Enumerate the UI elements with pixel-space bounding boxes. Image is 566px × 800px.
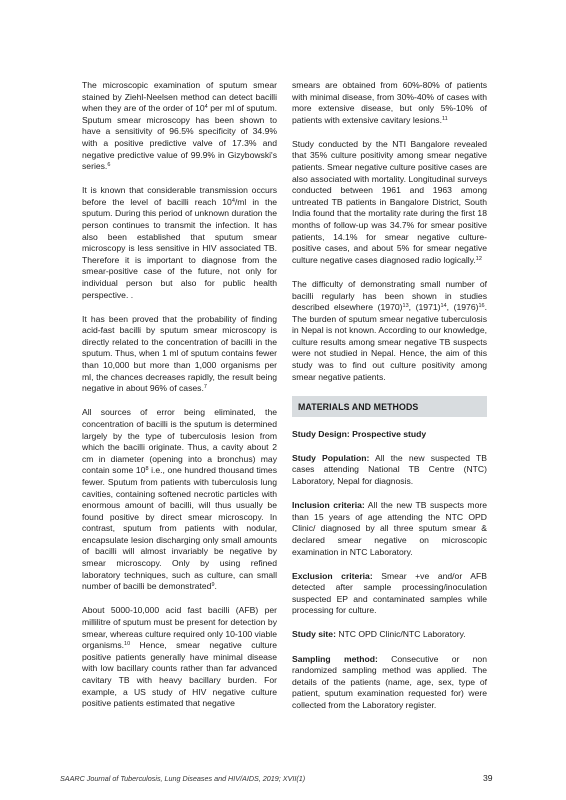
citation-ref: 6	[107, 162, 111, 169]
text: , (1971)	[408, 302, 441, 313]
label: Study site:	[292, 629, 336, 640]
paragraph	[292, 500, 487, 558]
paragraph	[292, 654, 487, 712]
label: Study Population:	[292, 452, 370, 463]
text: Smear +ve and/or AFB detected after sample processing/inoculation suspected EP and contaminated samples while processing for culture.	[292, 570, 487, 616]
paragraph	[82, 407, 277, 593]
citation-ref: 11	[441, 115, 448, 122]
text: All the new suspected TB cases attending National TB Centre (NTC) Laboratory, Nepal for diagnosis.	[292, 452, 487, 487]
text: The microscopic examination of sputum smear stained by Ziehl-Neelsen method can detect bacilli when they are of the order of 10	[82, 80, 277, 114]
text: NTC OPD Clinic/NTC Laboratory.	[335, 629, 466, 640]
citation-ref: 14	[440, 303, 447, 310]
citation-ref: 16	[478, 303, 485, 310]
text: Study conducted by the NTI Bangalore revealed that 35% culture positivity among smear negative patients. Smear negative culture positive cases are also associated with mortality. Longitudinal surveys conducted between 1961 and 1963 among untreated TB patients in Bangalore District, South India found that the mortality rate during the first 18 months of follow-up was 34.7% for smear positive patients, 14.1% for smear negative culture- positive cases, and about 5% for smear negative culture negative cases diagnosed radio logically.	[292, 138, 487, 265]
label: Sampling method:	[292, 653, 378, 664]
text: It is known that considerable transmission occurs before the level of bacilli reach 10	[82, 185, 277, 207]
paragraph	[82, 605, 277, 709]
paragraph	[82, 314, 277, 395]
section-heading: MATERIALS AND METHODS	[292, 396, 487, 417]
paragraph	[292, 80, 487, 126]
label: Inclusion criteria:	[292, 500, 365, 511]
superscript: 8	[145, 466, 149, 473]
citation-ref: 10	[124, 641, 131, 648]
citation-ref: 13	[402, 303, 409, 310]
citation-ref: 12	[475, 255, 482, 262]
paragraph	[292, 453, 487, 488]
citation-ref: 7	[203, 384, 207, 391]
journal-footer: SAARC Journal of Tuberculosis, Lung Diseases and HIV/AIDS, 2019; XVII(1)	[60, 774, 306, 783]
paragraph	[292, 571, 487, 617]
text: Hence, smear negative culture positive patients generally have minimal disease with low bacillary counts rather than far advanced cavitary TB with heavy bacillary burden. For example, a US study of HIV negative culture positive patients estimated that negative	[82, 640, 277, 709]
superscript: 4	[204, 104, 208, 111]
text: .	[214, 581, 217, 592]
text: About 5000-10,000 acid fast bacilli (AFB) per millilitre of sputum must be present for detection by smear, whereas culture required only 10-100 viable organisms.	[82, 605, 277, 651]
study-design-heading: Study Design: Prospective study	[292, 428, 427, 439]
label: Exclusion criteria:	[292, 570, 373, 581]
paragraph	[82, 185, 277, 301]
text: The difficulty of demonstrating small number of bacilli regularly has been shown in studies described elsewhere (1970)	[292, 278, 487, 313]
text: It has been proved that the probability of finding acid-fast bacilli by sputum smear microscopy is directly related to the concentration of bacilli in the sputum. Thus, when 1 ml of sputum contains fewer than 10,000 but more than 1,000 organisms per ml, the chances decreases rapidly, the result being negative in about 96% of cases.	[82, 313, 277, 394]
text: per ml of sputum. Sputum smear microscopy has been shown to have a sensitivity of 96.5% specificity of 34.9% with a positive predictive valve of 17.3% and negative predictive value of 99.9% in Gizybowski's series.	[82, 103, 277, 172]
paragraph	[82, 80, 277, 173]
citation-ref: 9	[211, 582, 215, 589]
paragraph	[292, 279, 487, 383]
text: smears are obtained from 60%-80% of patients with minimal disease, from 30%-40% of cases with more extensive disease, but only 5%-10% of patients with extensive cavitary lesions.	[292, 80, 487, 125]
right-column	[292, 80, 487, 724]
page-number: 39	[483, 773, 493, 783]
text: /ml in the sputum. During this period of unknown duration the person continues to transmit the infection. It has also been established that sputum smear microscopy is less sensitive in HIV associated TB. Therefore it is important to diagnose from the smear-positive case of the future, not only for individual person but also for public health perspective. .	[82, 196, 277, 300]
text: i.e., one hundred thousand times fewer. Sputum from patients with tuberculosis lung cavities, containing softened necrotic particles with enormous amount of bacilli, will thus usually be found positive by direct smear microscopy. In contrast, sputum from patients with nodular, encapsulate lesion discharging only small amounts of bacilli will almost invariably be negative by smear microscopy. Only by using refined laboratory techniques, such as culture, can small number of bacilli be demonstrated	[82, 465, 277, 592]
text: . The burden of sputum smear negative tuberculosis in Nepal is not known. According to our knowledge, culture results among smear negative TB suspects were not studied in Nepal. Hence, the aim of this study was to find out culture positivity among smear negative patients.	[292, 302, 487, 382]
text: Consecutive or non randomized sampling method was applied. The details of the patients (name, age, sex, type of patient, sputum examination requested for) were collected from the Laboratory register.	[292, 653, 487, 710]
superscript: 4	[231, 197, 235, 204]
text: , (1976)	[446, 302, 479, 313]
text: All the new TB suspects more than 15 years of age attending the NTC OPD Clinic/ diagnosed by all three sputum smear & declared smear negative on microscopic examination in NTC Laboratory.	[292, 500, 487, 557]
paragraph	[292, 139, 487, 267]
paragraph	[292, 629, 487, 641]
left-column	[82, 80, 277, 722]
text: All sources of error being eliminated, the concentration of bacilli is the sputum is determined largely by the type of tuberculosis lesion from which the bacilli originate. Thus, a cavity about 2 cm in diameter (opening into a bronchus) may contain some 10	[82, 407, 277, 476]
